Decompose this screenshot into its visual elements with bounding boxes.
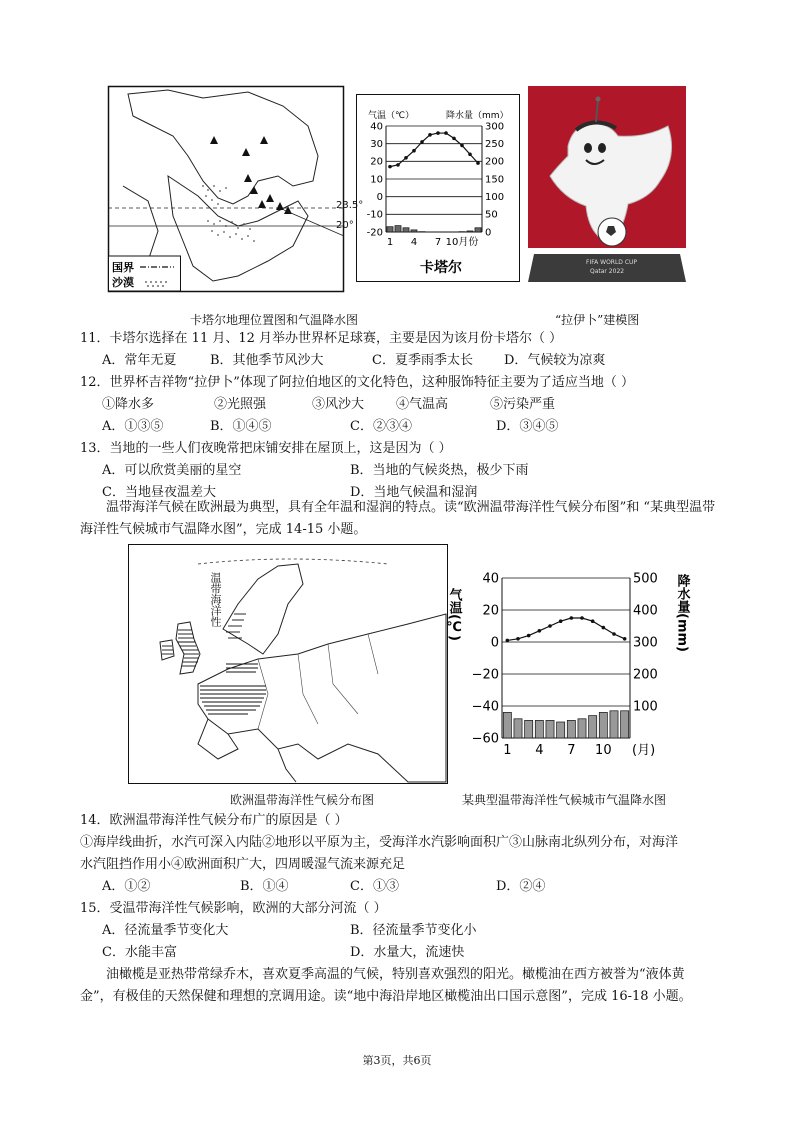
question-14-desc-1: ①海岸线曲折，水汽可深入内陆②地形以平原为主，受海洋水汽影响面积广③山脉南北纵列分布，对海洋	[80, 835, 679, 850]
latitude-label-23: 23.5°	[336, 200, 364, 211]
precip-axis-title: 降水量（mm）	[446, 111, 509, 121]
temp-axis-title: 气温(℃)	[446, 588, 462, 641]
q14-option-a[interactable]: A．①②	[102, 879, 151, 894]
caption-europe-map: 欧洲温带海洋性气候分布图	[230, 793, 375, 807]
question-14-desc-2: 水汽阻挡作用小④欧洲面积广大，四周暖湿气流来源充足	[80, 857, 406, 872]
temperature-point	[436, 131, 440, 135]
precip-tick-label: 300	[633, 635, 658, 651]
precip-tick-label: 400	[633, 603, 658, 619]
precipitation-bar	[403, 228, 409, 232]
temp-tick-label: 10	[370, 174, 383, 186]
europe-oceanic-climate-map	[128, 544, 448, 784]
temperature-point	[452, 137, 456, 141]
q11-option-b[interactable]: B．其他季节风沙大	[210, 353, 324, 368]
precip-tick-label: 100	[633, 699, 658, 715]
question-12-stem: 12．世界杯吉祥物“拉伊卜”体现了阿拉伯地区的文化特色，这种服饰特征主要为了适应当地（ ）	[80, 375, 634, 390]
q12-item-4: ④气温高	[396, 397, 449, 412]
temp-axis-title: 气温（℃）	[368, 111, 415, 121]
page-footer: 第3页，共6页	[362, 1054, 432, 1067]
caption-mascot: “拉伊卜”建模图	[555, 313, 640, 327]
intro-16-18: 油橄榄是亚热带常绿乔木，喜欢夏季高温的气候，特别喜欢强烈的阳光。橄榄油在西方被誉为“液体黄金”，有极佳的天然保健和理想的烹调用途。读“地中海沿岸地区橄榄油出口国示意图”，完成 16-18 小题。	[80, 967, 692, 1004]
temperature-point	[420, 140, 424, 144]
temp-tick-label: 30	[370, 139, 383, 150]
temperature-point	[506, 639, 510, 643]
precip-axis-title: 降水量(mm)	[674, 574, 690, 652]
q14-option-d[interactable]: D．②④	[496, 879, 546, 894]
q13-option-c[interactable]: C．当地昼夜温差大	[102, 485, 216, 500]
temperature-point	[527, 634, 531, 638]
temp-tick-label: −60	[471, 731, 499, 747]
temp-tick-label: 20	[482, 603, 499, 619]
q12-item-1: ①降水多	[102, 397, 155, 412]
precipitation-bar	[475, 228, 481, 232]
q12-item-2: ②光照强	[214, 397, 267, 412]
q15-option-a[interactable]: A．径流量季节变化大	[102, 923, 229, 938]
temperature-point	[612, 632, 616, 636]
q12-item-3: ③风沙大	[312, 397, 365, 412]
precip-tick-label: 50	[485, 209, 498, 221]
q13-option-a[interactable]: A．可以欣赏美丽的星空	[102, 463, 242, 478]
precip-tick-label: 200	[633, 667, 658, 683]
temperature-point	[516, 637, 520, 641]
temperature-point	[404, 156, 408, 160]
temp-tick-label: −40	[471, 699, 499, 715]
month-tick-label: (月)	[632, 743, 656, 758]
q15-option-c[interactable]: C．水能丰富	[102, 945, 177, 960]
month-tick-label: 1	[386, 237, 394, 248]
precipitation-bar	[467, 231, 473, 232]
temperature-point	[444, 131, 448, 135]
temperature-point	[460, 144, 464, 148]
precipitation-bar	[387, 227, 393, 232]
temperature-point	[623, 637, 627, 641]
precipitation-bar	[589, 716, 597, 738]
q12-option-c[interactable]: C．②③④	[350, 419, 412, 434]
precipitation-bar	[578, 719, 586, 738]
q12-option-a[interactable]: A．①③⑤	[102, 419, 164, 434]
q15-option-d[interactable]: D．水量大，流速快	[350, 945, 465, 960]
temp-tick-label: -20	[366, 227, 383, 239]
q15-option-b[interactable]: B．径流量季节变化小	[350, 923, 477, 938]
month-tick-label: 4	[535, 743, 544, 758]
precipitation-bar	[599, 712, 607, 738]
q14-option-c[interactable]: C．①③	[350, 879, 399, 894]
precip-tick-label: 250	[485, 139, 505, 150]
precip-tick-label: 0	[485, 227, 492, 239]
caption-oceanic-chart: 某典型温带海洋性气候城市气温降水图	[462, 793, 667, 807]
caption-qatar-figures: 卡塔尔地理位置图和气温降水图	[190, 313, 359, 327]
intro-14-15: 温带海洋气候在欧洲最为典型，具有全年温和湿润的特点。读“欧洲温带海洋性气候分布图”和 “某典型温带海洋性气候城市气温降水图”，完成 14-15 小题。	[80, 500, 716, 537]
temperature-point	[468, 152, 472, 156]
precipitation-bar	[411, 230, 417, 232]
question-14-stem: 14．欧洲温带海洋性气候分布广的原因是（ ）	[80, 813, 348, 828]
temperature-point	[602, 626, 606, 630]
temperature-point	[388, 165, 392, 169]
city-label: 卡塔尔	[420, 260, 462, 276]
temp-tick-label: -10	[366, 209, 383, 221]
precip-tick-label: 300	[485, 121, 505, 133]
precipitation-bar	[610, 711, 618, 738]
temperature-point	[476, 161, 480, 165]
temp-tick-label: 40	[482, 571, 499, 587]
month-tick-label: 10	[595, 743, 612, 758]
month-tick-label: 7	[434, 237, 442, 248]
oceanic-climate-chart	[446, 566, 696, 762]
temperature-point	[396, 163, 400, 167]
q12-option-d[interactable]: D．③④⑤	[496, 419, 559, 434]
temperature-point	[559, 619, 563, 623]
precipitation-bar	[567, 720, 575, 738]
temperature-point	[428, 133, 432, 137]
precip-tick-label: 150	[485, 174, 505, 186]
temp-tick-label: 0	[490, 635, 499, 651]
month-tick-label: 7	[567, 743, 576, 758]
precipitation-bar	[525, 720, 533, 738]
question-15-stem: 15．受温带海洋性气候影响，欧洲的大部分河流（ ）	[80, 901, 387, 916]
precipitation-bar	[514, 719, 522, 738]
month-tick-label: 4	[410, 237, 418, 248]
precipitation-bar	[546, 720, 554, 738]
q12-option-b[interactable]: B．①④⑤	[210, 419, 272, 434]
q13-option-d[interactable]: D．当地气候温和湿润	[350, 485, 478, 500]
question-11-stem: 11．卡塔尔选择在 11 月、12 月举办世界杯足球赛，主要是因为该月份卡塔尔（ ）	[80, 331, 563, 346]
q11-option-c[interactable]: C．夏季雨季太长	[372, 353, 473, 368]
temperature-point	[591, 619, 595, 623]
precipitation-bar	[557, 722, 565, 738]
temperature-line	[507, 618, 624, 640]
precipitation-bar	[621, 711, 629, 738]
precipitation-bar	[503, 712, 511, 738]
qatar-location-map	[108, 86, 344, 292]
temperature-point	[580, 616, 584, 620]
precipitation-bar	[395, 226, 401, 232]
temperature-point	[538, 629, 542, 633]
precipitation-bar	[535, 720, 543, 738]
temperature-point	[570, 616, 574, 620]
month-tick-label: 10月份	[445, 237, 479, 248]
legend-border-label: 国界	[112, 261, 134, 274]
month-tick-label: 1	[503, 743, 512, 758]
question-13-stem: 13．当地的一些人们夜晚常把床铺安排在屋顶上，这是因为（ ）	[80, 441, 452, 456]
q11-option-a[interactable]: A．常年无夏	[102, 353, 177, 368]
qatar-climate-chart	[358, 96, 516, 278]
q11-option-d[interactable]: D．气候较为凉爽	[504, 353, 606, 368]
temp-tick-label: 40	[370, 121, 383, 133]
q14-option-b[interactable]: B．①④	[240, 879, 289, 894]
mascot-plaque-line2: Qatar 2022	[590, 268, 625, 275]
mascot-plaque-line1: FIFA WORLD CUP	[586, 259, 638, 266]
latitude-label-20: 20°	[336, 220, 354, 231]
q13-option-b[interactable]: B．当地的气候炎热，极少下雨	[350, 463, 529, 478]
oceanic-climate-vertical-label: 温带海洋性	[209, 572, 222, 627]
laeeb-mascot-image	[528, 86, 686, 286]
temp-tick-label: 20	[370, 156, 383, 168]
temp-tick-label: −20	[471, 667, 499, 683]
legend-desert-label: 沙漠	[112, 276, 134, 289]
temperature-point	[412, 149, 416, 153]
precip-tick-label: 500	[633, 571, 658, 587]
precip-tick-label: 100	[485, 192, 505, 203]
temp-tick-label: 0	[376, 192, 383, 203]
q12-item-5: ⑤污染严重	[490, 397, 556, 412]
precip-tick-label: 200	[485, 156, 505, 168]
temperature-point	[548, 624, 552, 628]
